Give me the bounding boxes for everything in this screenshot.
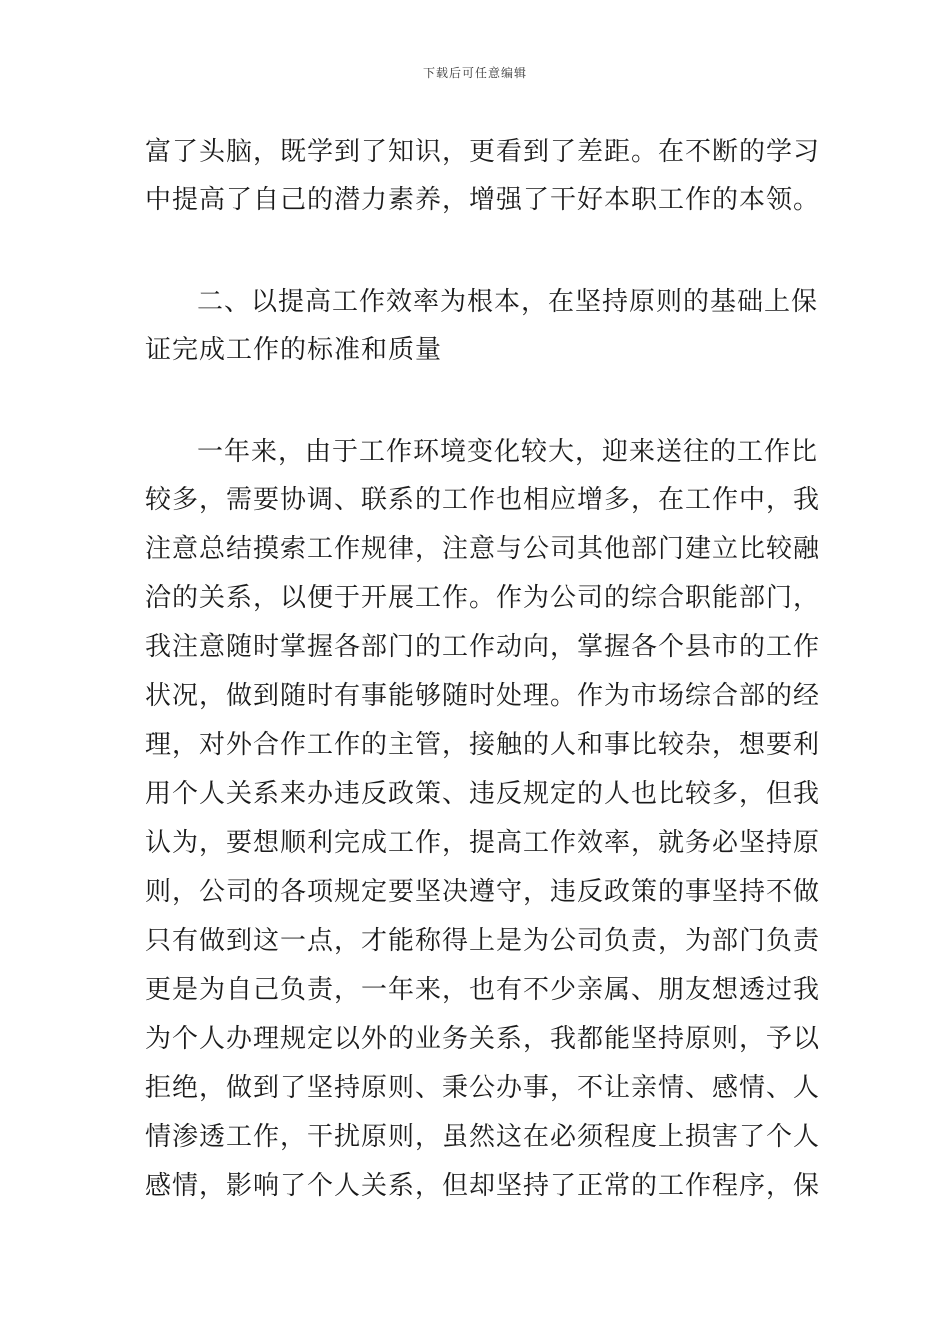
paragraph-3-line-2: 较多，需要协调、联系的工作也相应增多，在工作中，我 bbox=[145, 485, 821, 515]
page-header: 下载后可任意编辑 bbox=[422, 66, 527, 80]
paragraph-3-line-16: 感情，影响了个人关系，但却坚持了正常的工作程序，保 bbox=[145, 1171, 821, 1201]
paragraph-3-line-15: 情渗透工作，干扰原则，虽然这在必须程度上损害了个人 bbox=[145, 1122, 821, 1152]
paragraph-3-line-10: 则，公司的各项规定要坚决遵守，违反政策的事坚持不做 bbox=[145, 877, 821, 907]
paragraph-3-line-8: 用个人关系来办违反政策、违反规定的人也比较多，但我 bbox=[145, 779, 821, 809]
section-heading-line-1: 二、以提高工作效率为根本，在坚持原则的基础上保 bbox=[197, 287, 819, 317]
paragraph-1-line-1: 富了头脑，既学到了知识，更看到了差距。在不断的学习 bbox=[145, 137, 821, 167]
paragraph-3-line-12: 更是为自己负责，一年来，也有不少亲属、朋友想透过我 bbox=[145, 975, 821, 1005]
paragraph-3-line-5: 我注意随时掌握各部门的工作动向，掌握各个县市的工作 bbox=[145, 632, 821, 662]
paragraph-3-line-11: 只有做到这一点，才能称得上是为公司负责，为部门负责 bbox=[145, 926, 821, 956]
section-heading-line-2: 证完成工作的标准和质量 bbox=[145, 335, 443, 365]
paragraph-3-line-6: 状况，做到随时有事能够随时处理。作为市场综合部的经 bbox=[145, 681, 821, 711]
paragraph-3-line-14: 拒绝，做到了坚持原则、秉公办事，不让亲情、感情、人 bbox=[145, 1073, 821, 1103]
paragraph-1-line-2: 中提高了自己的潜力素养，增强了干好本职工作的本领。 bbox=[145, 185, 821, 215]
paragraph-3-line-3: 注意总结摸索工作规律，注意与公司其他部门建立比较融 bbox=[145, 534, 821, 564]
paragraph-3-line-9: 认为，要想顺利完成工作，提高工作效率，就务必坚持原 bbox=[145, 828, 821, 858]
paragraph-3-line-13: 为个人办理规定以外的业务关系，我都能坚持原则，予以 bbox=[145, 1024, 821, 1054]
paragraph-3-line-7: 理，对外合作工作的主管，接触的人和事比较杂，想要利 bbox=[145, 730, 821, 760]
paragraph-3-line-4: 洽的关系，以便于开展工作。作为公司的综合职能部门， bbox=[145, 583, 821, 613]
paragraph-3-line-1: 一年来，由于工作环境变化较大，迎来送往的工作比 bbox=[197, 437, 819, 467]
